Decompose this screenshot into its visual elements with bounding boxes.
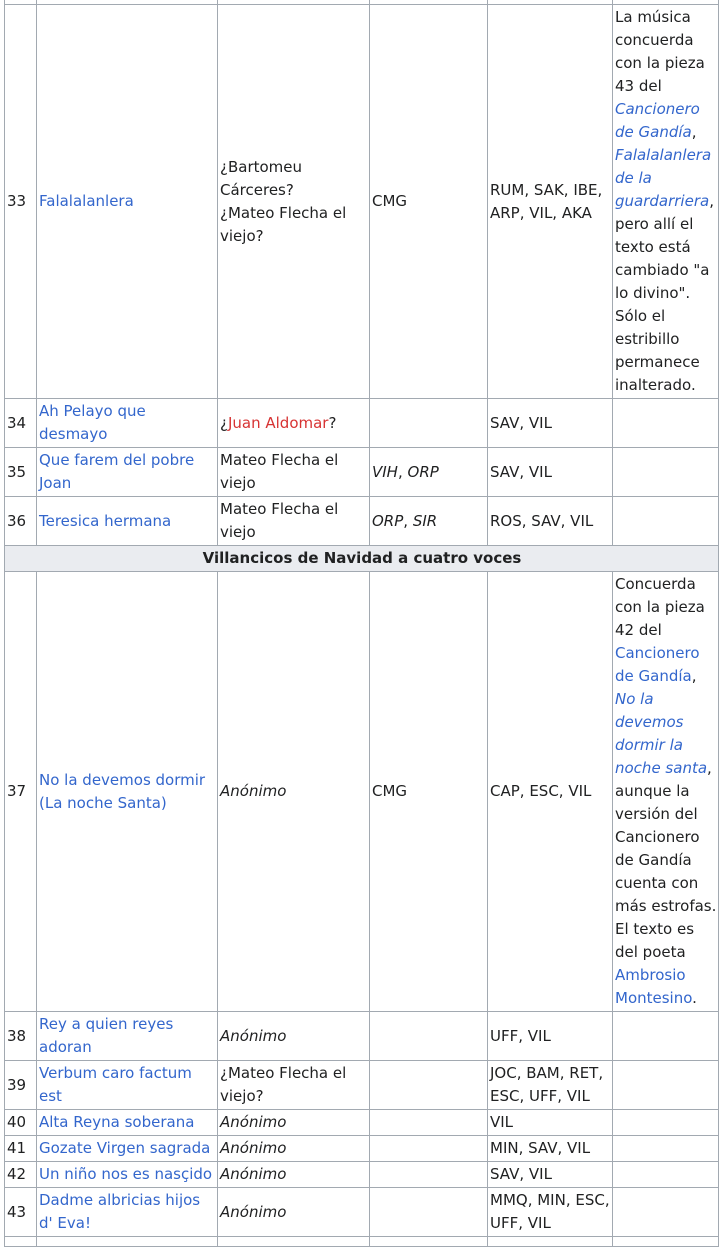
cell-title — [37, 448, 218, 497]
title-link[interactable]: Gozate Virgen sagrada — [39, 1139, 211, 1157]
author-text: ¿Mateo Flecha el viejo? — [220, 203, 347, 245]
title-link[interactable]: Alta Reyna soberana — [39, 1113, 195, 1131]
cell-title — [37, 1188, 218, 1237]
cell-notes — [613, 1061, 719, 1110]
cell-notes — [613, 572, 719, 1012]
cell-source — [370, 1136, 488, 1162]
cell-number: 41 — [5, 1136, 37, 1162]
title-link[interactable]: Falalalanlera — [39, 192, 134, 210]
cell-number — [5, 1237, 37, 1247]
cell-title — [37, 497, 218, 546]
cell-notes — [613, 1110, 719, 1136]
cell-recordings — [488, 1237, 613, 1247]
cell-notes — [613, 5, 719, 399]
cell-source — [370, 1188, 488, 1237]
villancicos-table — [4, 0, 719, 1247]
title-link[interactable]: Teresica hermana — [39, 511, 172, 530]
cell-number: 43 — [5, 1188, 37, 1237]
notes-text: , aunque la versión del Cancionero de Gandía cuenta con más estrofas. El texto es del poeta — [615, 759, 717, 961]
notes-text: La música concuerda con la pieza 43 del — [615, 8, 705, 95]
author-link[interactable]: Juan Aldomar — [227, 413, 329, 432]
cell-title — [37, 399, 218, 448]
table-row — [5, 448, 719, 497]
cell-title — [37, 1061, 218, 1110]
cell-author: Anónimo — [218, 572, 370, 1012]
author-suffix: ? — [328, 413, 337, 432]
cell-number: 35 — [5, 448, 37, 497]
cell-author: Mateo Flecha el viejo — [218, 448, 370, 497]
cell-number: 38 — [5, 1012, 37, 1061]
cell-source — [370, 448, 488, 497]
notes-link[interactable]: Cancionero de Gandía — [615, 644, 700, 685]
source-text: VIH — [372, 462, 398, 481]
cell-notes — [613, 1012, 719, 1061]
title-link[interactable]: Verbum caro factum est — [39, 1064, 192, 1105]
cell-author: Anónimo — [218, 1162, 370, 1188]
source-text: SIR — [412, 511, 438, 530]
cell-notes — [613, 448, 719, 497]
cell-source — [370, 1162, 488, 1188]
cell-author: ¿Mateo Flecha el viejo? — [218, 1061, 370, 1110]
cell-number: 39 — [5, 1061, 37, 1110]
cell-notes — [613, 1136, 719, 1162]
cell-source — [370, 399, 488, 448]
table-row — [5, 572, 719, 1012]
notes-link[interactable]: Cancionero de Gandía — [615, 100, 700, 141]
cell-author: Anónimo — [218, 1188, 370, 1237]
section-row — [5, 546, 719, 572]
cell-recordings: SAV, VIL — [488, 399, 613, 448]
cell-recordings: ROS, SAV, VIL — [488, 497, 613, 546]
cell-recordings: MMQ, MIN, ESC, UFF, VIL — [488, 1188, 613, 1237]
cell-notes — [613, 1162, 719, 1188]
cell-title — [37, 1136, 218, 1162]
author-text: ¿Bartomeu Cárceres? — [220, 157, 303, 199]
cell-author: Anónimo — [218, 1012, 370, 1061]
cell-source: CMG — [370, 572, 488, 1012]
table-row — [5, 1110, 719, 1136]
author-prefix: ¿ — [220, 413, 228, 432]
cell-recordings: VIL — [488, 1110, 613, 1136]
cell-number: 36 — [5, 497, 37, 546]
cell-recordings: UFF, VIL — [488, 1012, 613, 1061]
table-row — [5, 497, 719, 546]
notes-text: . — [692, 989, 697, 1007]
table-row — [5, 1188, 719, 1237]
notes-text: Concuerda con la pieza 42 del — [615, 575, 705, 639]
notes-text: , — [691, 667, 697, 685]
cell-source — [370, 1237, 488, 1247]
cell-recordings: CAP, ESC, VIL — [488, 572, 613, 1012]
cell-recordings: SAV, VIL — [488, 448, 613, 497]
title-link[interactable]: Ah Pelayo que desmayo — [39, 402, 146, 443]
cell-source — [370, 497, 488, 546]
table-row — [5, 1012, 719, 1061]
source-text: ORP — [407, 462, 439, 481]
title-link[interactable]: No la devemos dormir (La noche Santa) — [39, 770, 206, 812]
cell-number: 40 — [5, 1110, 37, 1136]
cell-author: Mateo Flecha el viejo — [218, 497, 370, 546]
cell-author — [218, 399, 370, 448]
cell-source — [370, 1012, 488, 1061]
cell-notes — [613, 1237, 719, 1247]
table-row — [5, 1162, 719, 1188]
cell-notes — [613, 1188, 719, 1237]
cell-title — [37, 1110, 218, 1136]
cell-number: 37 — [5, 572, 37, 1012]
cell-number: 42 — [5, 1162, 37, 1188]
section-heading: Villancicos de Navidad a cuatro voces — [5, 546, 719, 572]
table-row — [5, 1237, 719, 1247]
cell-number: 33 — [5, 5, 37, 399]
cell-notes — [613, 497, 719, 546]
table-row — [5, 399, 719, 448]
cell-author — [218, 5, 370, 399]
notes-link[interactable]: No la devemos dormir la noche santa — [615, 690, 708, 777]
cell-title — [37, 1012, 218, 1061]
source-separator: , — [403, 511, 413, 530]
cell-recordings: SAV, VIL — [488, 1162, 613, 1188]
table-row — [5, 1061, 719, 1110]
title-link[interactable]: Dadme albricias hijos d' Eva! — [39, 1191, 201, 1232]
cell-source: CMG — [370, 5, 488, 399]
cell-source — [370, 1110, 488, 1136]
cell-title — [37, 1162, 218, 1188]
table-row — [5, 5, 719, 399]
cell-number: 34 — [5, 399, 37, 448]
notes-link[interactable]: Falalalanlera de la guardarriera — [615, 146, 712, 210]
cell-title — [37, 1237, 218, 1247]
cell-recordings: JOC, BAM, RET, ESC, UFF, VIL — [488, 1061, 613, 1110]
notes-text: , pero allí el texto está cambiado "a lo divino". Sólo el estribillo permanece inalterado. — [615, 192, 714, 394]
title-link[interactable]: Un niño nos es nasçido — [39, 1165, 213, 1183]
notes-text: , — [691, 123, 697, 141]
source-text: ORP — [372, 511, 404, 530]
cell-source — [370, 1061, 488, 1110]
cell-author: Anónimo — [218, 1136, 370, 1162]
cell-title — [37, 572, 218, 1012]
table-row — [5, 1136, 719, 1162]
cell-notes — [613, 399, 719, 448]
cell-author: Anónimo — [218, 1110, 370, 1136]
notes-link[interactable]: Ambrosio Montesino — [615, 966, 693, 1007]
title-link[interactable]: Rey a quien reyes adoran — [39, 1015, 174, 1056]
cell-recordings: MIN, SAV, VIL — [488, 1136, 613, 1162]
source-separator: , — [397, 462, 408, 481]
cell-author — [218, 1237, 370, 1247]
title-link[interactable]: Que farem del pobre Joan — [39, 451, 195, 492]
cell-title — [37, 5, 218, 399]
cell-recordings: RUM, SAK, IBE, ARP, VIL, AKA — [488, 5, 613, 399]
